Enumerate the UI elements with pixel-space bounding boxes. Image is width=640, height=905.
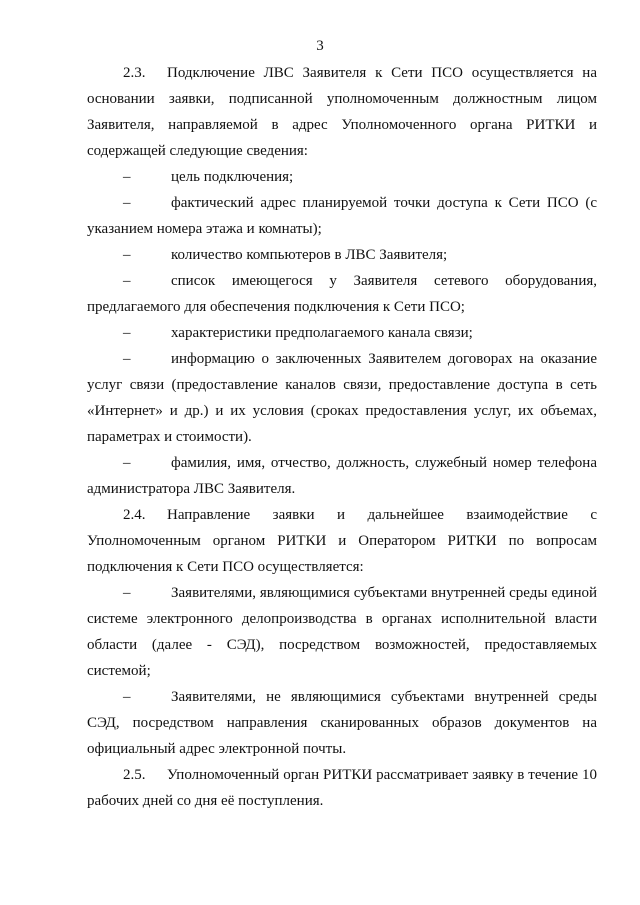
list-item-text: фамилия, имя, отчество, должность, служебный номер телефона администратора ЛВС Заявителя.	[87, 455, 597, 497]
document-body	[87, 60, 597, 814]
list-item	[87, 580, 597, 684]
section-text: Уполномоченный орган РИТКИ рассматривает заявку в течение 10 рабочих дней со дня её поступления.	[87, 767, 597, 809]
list-item-text: Заявителями, являющимися субъектами внутренней среды единой системе электронного делопроизводства в органах исполнительной власти области (далее - СЭД), посредством возможностей, предоставляемых системой;	[87, 585, 597, 679]
list-item	[87, 268, 597, 320]
list-item	[87, 242, 597, 268]
list-item	[87, 684, 597, 762]
section-text: Подключение ЛВС Заявителя к Сети ПСО осуществляется на основании заявки, подписанной уполномоченным должностным лицом Заявителя, направляемой в адрес Уполномоченного органа РИТКИ и содержащей следующие сведения:	[87, 65, 597, 159]
dash-marker: –	[123, 169, 131, 185]
dash-marker: –	[123, 325, 131, 341]
section-2-5-paragraph	[87, 762, 597, 814]
section-2-3-paragraph	[87, 60, 597, 164]
dash-marker: –	[123, 455, 131, 471]
list-item-text: количество компьютеров в ЛВС Заявителя;	[171, 247, 448, 263]
dash-marker: –	[123, 689, 131, 705]
dash-marker: –	[123, 195, 131, 211]
list-item-text: Заявителями, не являющимися субъектами внутренней среды СЭД, посредством направления сканированных образов документов на официальный адрес электронной почты.	[87, 689, 597, 757]
list-item	[87, 450, 597, 502]
section-2-4-paragraph	[87, 502, 597, 580]
section-number: 2.5.	[123, 767, 146, 783]
page-number: 3	[316, 38, 324, 54]
list-item	[87, 164, 597, 190]
list-item-text: цель подключения;	[171, 169, 294, 185]
list-item	[87, 320, 597, 346]
list-item-text: информацию о заключенных Заявителем договорах на оказание услуг связи (предоставление каналов связи, предоставление доступа в сеть «Интернет» и др.) и их условия (сроках предоставления услуг, их объемах, параметрах и стоимости).	[87, 351, 597, 445]
dash-marker: –	[123, 351, 131, 367]
list-item	[87, 190, 597, 242]
list-item-text: характеристики предполагаемого канала связи;	[171, 325, 473, 341]
list-item	[87, 346, 597, 450]
dash-marker: –	[123, 247, 131, 263]
dash-marker: –	[123, 273, 131, 289]
section-number: 2.4.	[123, 507, 146, 523]
section-number: 2.3.	[123, 65, 146, 81]
list-item-text: фактический адрес планируемой точки доступа к Сети ПСО (с указанием номера этажа и комнаты);	[87, 195, 597, 237]
list-item-text: список имеющегося у Заявителя сетевого оборудования, предлагаемого для обеспечения подключения к Сети ПСО;	[87, 273, 597, 315]
dash-marker: –	[123, 585, 131, 601]
section-text: Направление заявки и дальнейшее взаимодействие с Уполномоченным органом РИТКИ и Оператором РИТКИ по вопросам подключения к Сети ПСО осуществляется:	[87, 507, 597, 575]
